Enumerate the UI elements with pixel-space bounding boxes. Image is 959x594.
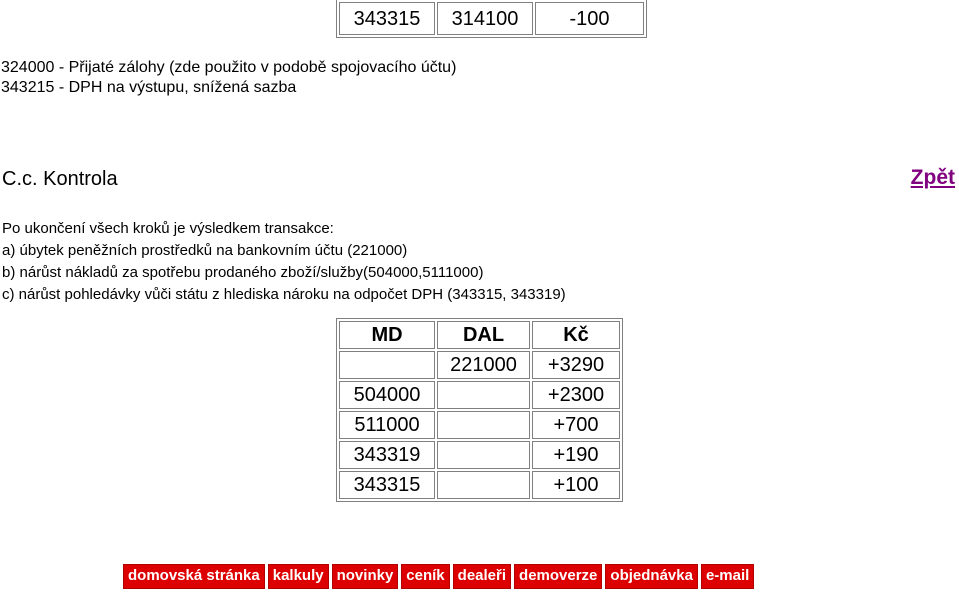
control-table	[336, 318, 623, 502]
steps-line: c) nárůst pohledávky vůči státu z hlediska nároku na odpočet DPH (343315, 343319)	[2, 286, 566, 303]
nav-dealers-button[interactable]: dealeři	[453, 564, 511, 589]
table-cell: +3290	[532, 351, 620, 379]
table-cell	[339, 351, 435, 379]
table-cell: 504000	[339, 381, 435, 409]
nav-email-button[interactable]: e-mail	[701, 564, 754, 589]
table-cell	[437, 411, 530, 439]
top-partial-table	[336, 0, 647, 38]
table-cell: 343315	[339, 2, 435, 35]
table-row	[339, 381, 620, 409]
table-cell: 343315	[339, 471, 435, 499]
table-cell: 221000	[437, 351, 530, 379]
steps-line: Po ukončení všech kroků je výsledkem transakce:	[2, 220, 334, 237]
back-link[interactable]: Zpět	[910, 166, 955, 189]
table-cell	[437, 471, 530, 499]
legend-line: 343215 - DPH na výstupu, snížená sazba	[1, 79, 297, 96]
column-header-dal: DAL	[437, 321, 530, 349]
table-row	[339, 351, 620, 379]
column-header-kc: Kč	[532, 321, 620, 349]
table-cell	[437, 441, 530, 469]
nav-home-button[interactable]: domovská stránka	[123, 564, 265, 589]
table-row	[339, 471, 620, 499]
column-header-md: MD	[339, 321, 435, 349]
table-cell: +700	[532, 411, 620, 439]
table-cell	[437, 381, 530, 409]
nav-news-button[interactable]: novinky	[332, 564, 399, 589]
nav-demo-button[interactable]: demoverze	[514, 564, 602, 589]
table-cell: +190	[532, 441, 620, 469]
table-header-row	[339, 321, 620, 349]
table-cell: 314100	[437, 2, 533, 35]
table-cell: +100	[532, 471, 620, 499]
section-title: C.c. Kontrola	[2, 168, 118, 190]
nav-pricing-button[interactable]: ceník	[401, 564, 449, 589]
table-cell: -100	[535, 2, 644, 35]
steps-line: a) úbytek peněžních prostředků na bankovním účtu (221000)	[2, 242, 408, 259]
table-cell: 343319	[339, 441, 435, 469]
steps-line: b) nárůst nákladů za spotřebu prodaného zboží/služby(504000,5111000)	[2, 264, 484, 281]
table-row	[339, 2, 644, 35]
table-cell: +2300	[532, 381, 620, 409]
steps-text	[2, 218, 566, 306]
table-row	[339, 411, 620, 439]
account-legend	[1, 58, 456, 98]
table-row	[339, 441, 620, 469]
legend-line: 324000 - Přijaté zálohy (zde použito v podobě spojovacího účtu)	[1, 59, 457, 76]
nav-calculators-button[interactable]: kalkuly	[268, 564, 329, 589]
bottom-navigation	[123, 564, 754, 589]
table-cell: 511000	[339, 411, 435, 439]
nav-order-button[interactable]: objednávka	[605, 564, 698, 589]
